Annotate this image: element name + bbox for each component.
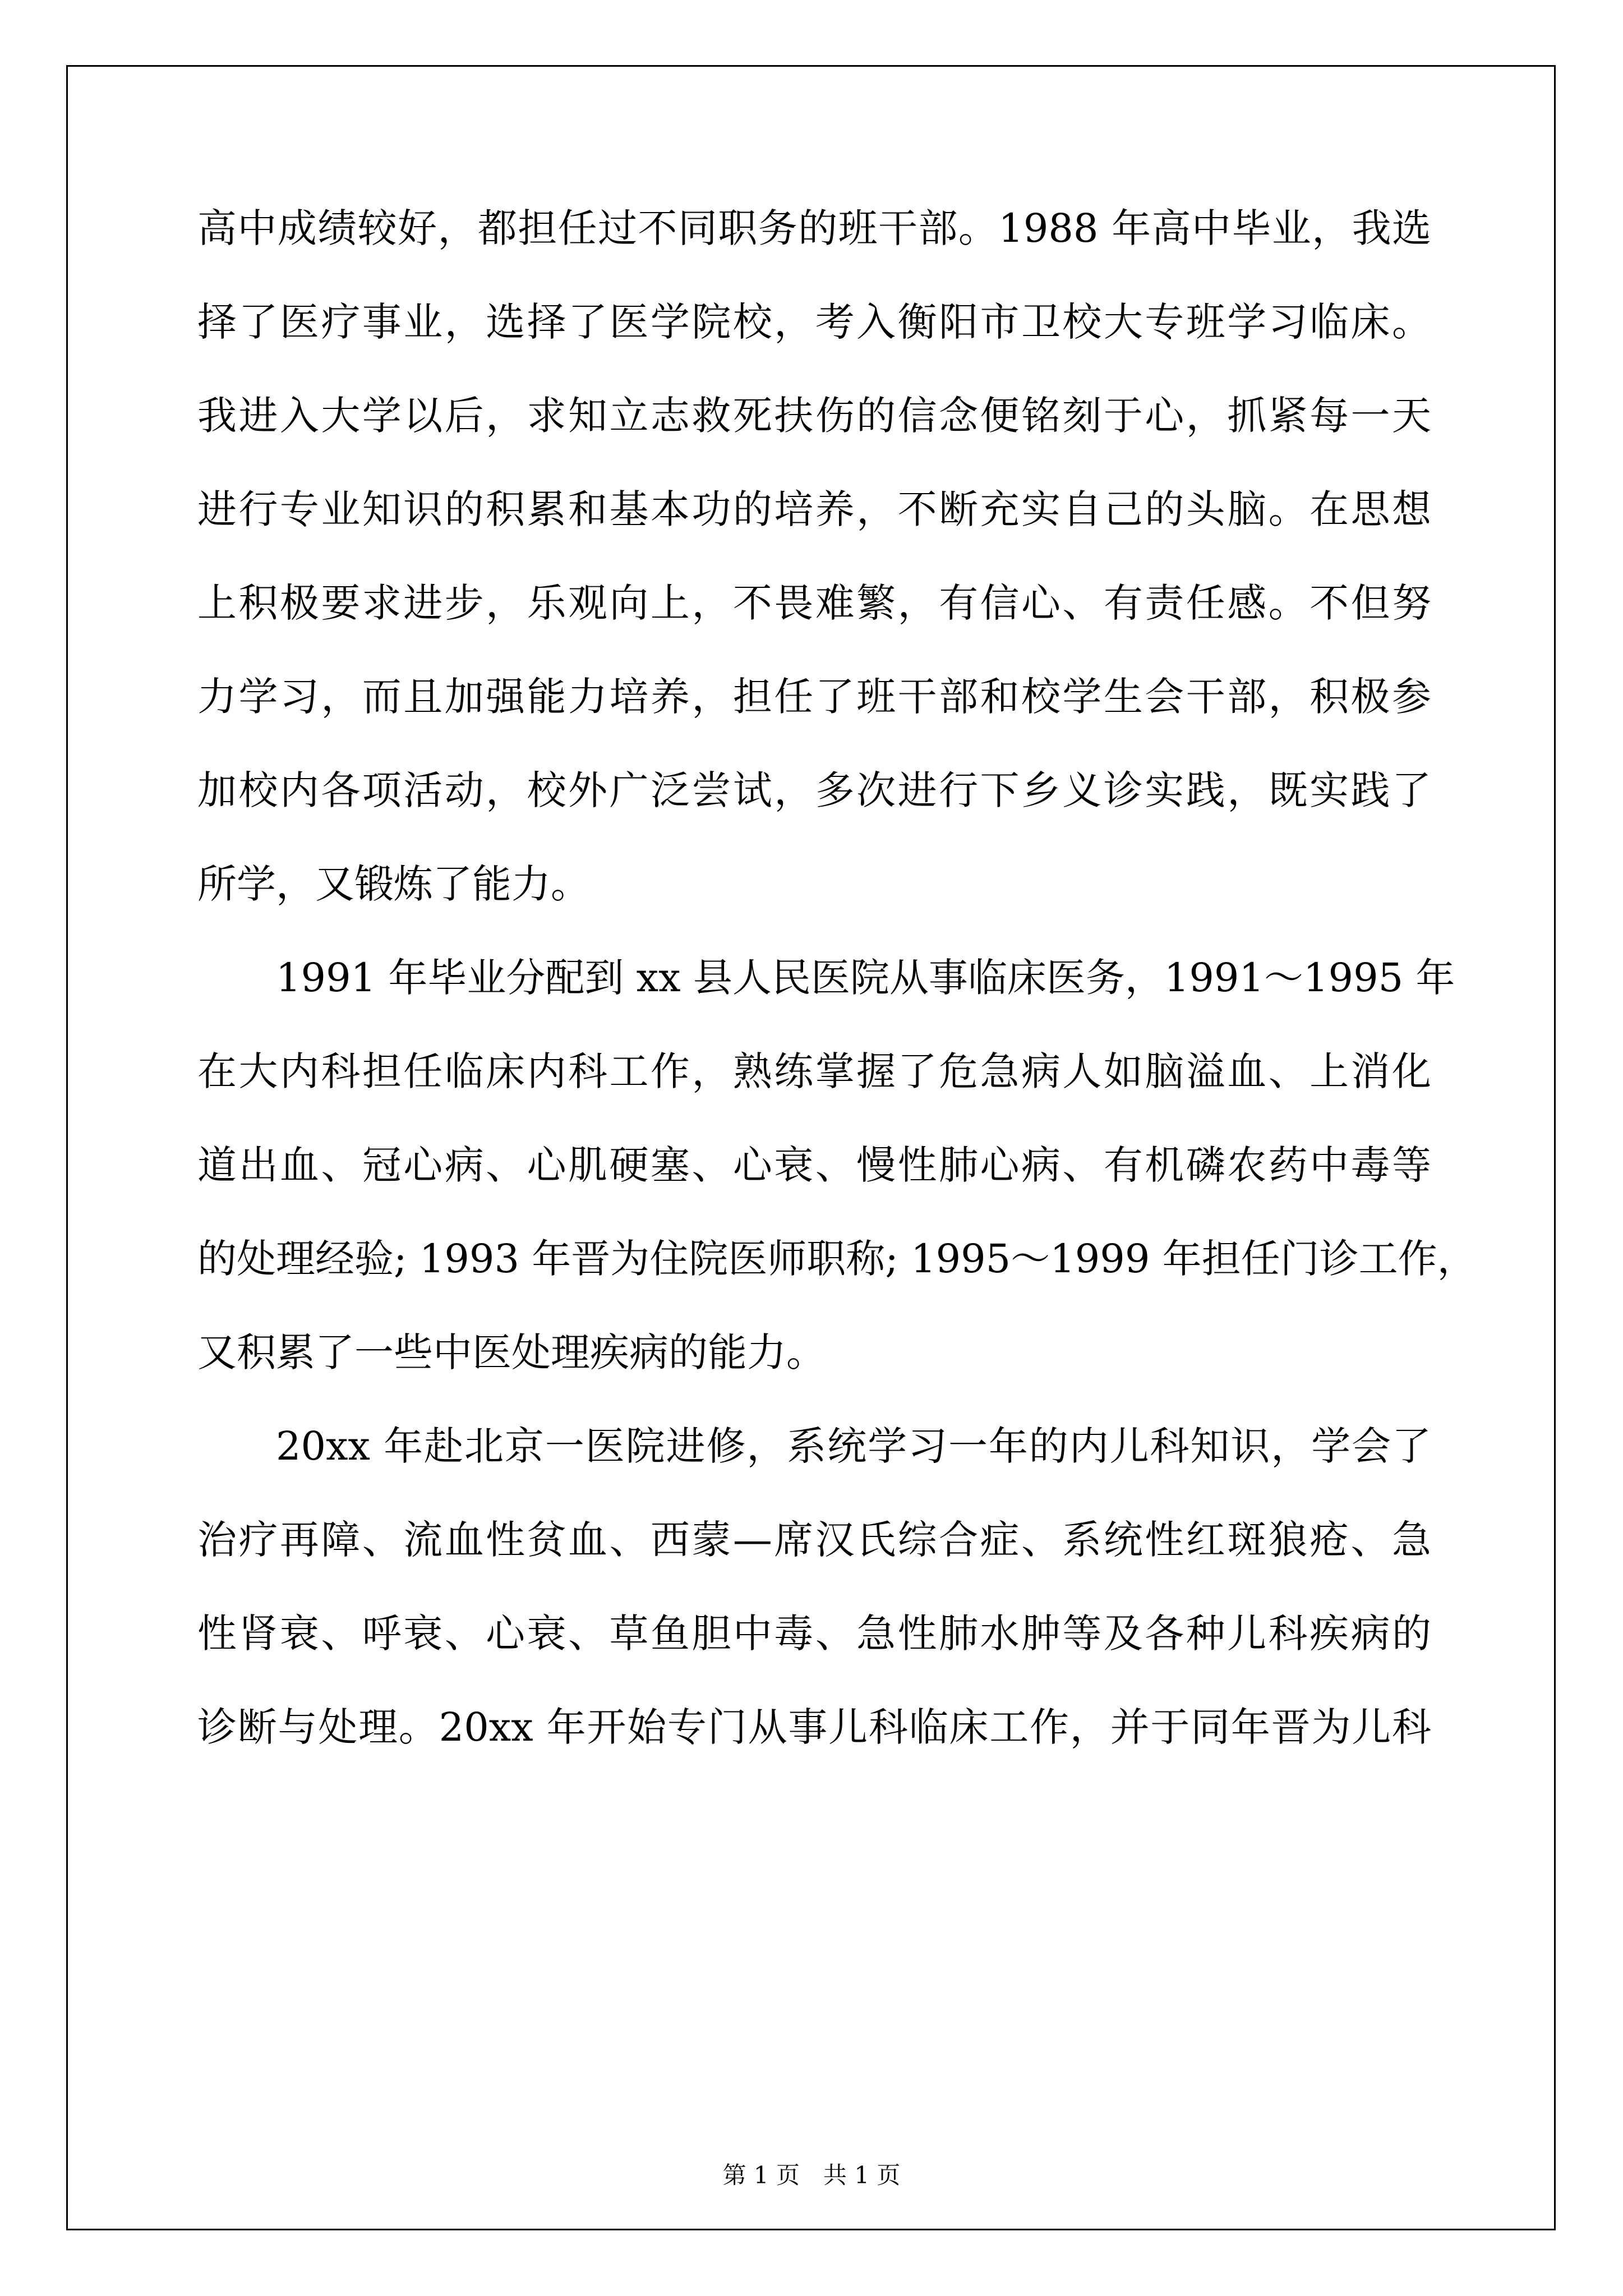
text-line: 道出血、冠心病、心肌硬塞、心衰、慢性肺心病、有机磷农药中毒等 (197, 1142, 1431, 1188)
text-line: 进行专业知识的积累和基本功的培养，不断充实自己的头脑。在思想 (197, 486, 1431, 532)
text-line: 又积累了一些中医处理疾病的能力。 (197, 1329, 826, 1375)
text-line: 加校内各项活动，校外广泛尝试，多次进行下乡义诊实践，既实践了 (197, 767, 1431, 813)
document-body (197, 205, 1477, 1801)
text-line: 1991 年毕业分配到 xx 县人民医院从事临床医务，1991～1995 年 (276, 955, 1455, 1001)
text-line: 的处理经验; 1993 年晋为住院医师职称; 1995～1999 年担任门诊工作， (197, 1236, 1477, 1282)
text-line: 在大内科担任临床内科工作，熟练掌握了危急病人如脑溢血、上消化 (197, 1048, 1431, 1094)
text-line: 性肾衰、呼衰、心衰、草鱼胆中毒、急性肺水肿等及各种儿科疾病的 (197, 1611, 1431, 1657)
text-line: 我进入大学以后，求知立志救死扶伤的信念便铭刻于心，抓紧每一天 (197, 393, 1431, 439)
page-number-footer: 第 1 页 共 1 页 (722, 2161, 901, 2189)
text-line: 所学，又锻炼了能力。 (197, 861, 590, 907)
text-line: 力学习，而且加强能力培养，担任了班干部和校学生会干部，积极参 (197, 674, 1431, 720)
text-line: 高中成绩较好，都担任过不同职务的班干部。1988 年高中毕业，我选 (197, 205, 1431, 251)
text-line: 诊断与处理。20xx 年开始专门从事儿科临床工作，并于同年晋为儿科 (197, 1704, 1431, 1750)
text-line: 上积极要求进步，乐观向上，不畏难繁，有信心、有责任感。不但努 (197, 580, 1431, 626)
text-line: 治疗再障、流血性贫血、西蒙—席汉氏综合症、系统性红斑狼疮、急 (197, 1517, 1431, 1563)
text-line: 择了医疗事业，选择了医学院校，考入衡阳市卫校大专班学习临床。 (197, 299, 1431, 345)
text-line: 20xx 年赴北京一医院进修，系统学习一年的内儿科知识，学会了 (276, 1423, 1431, 1469)
